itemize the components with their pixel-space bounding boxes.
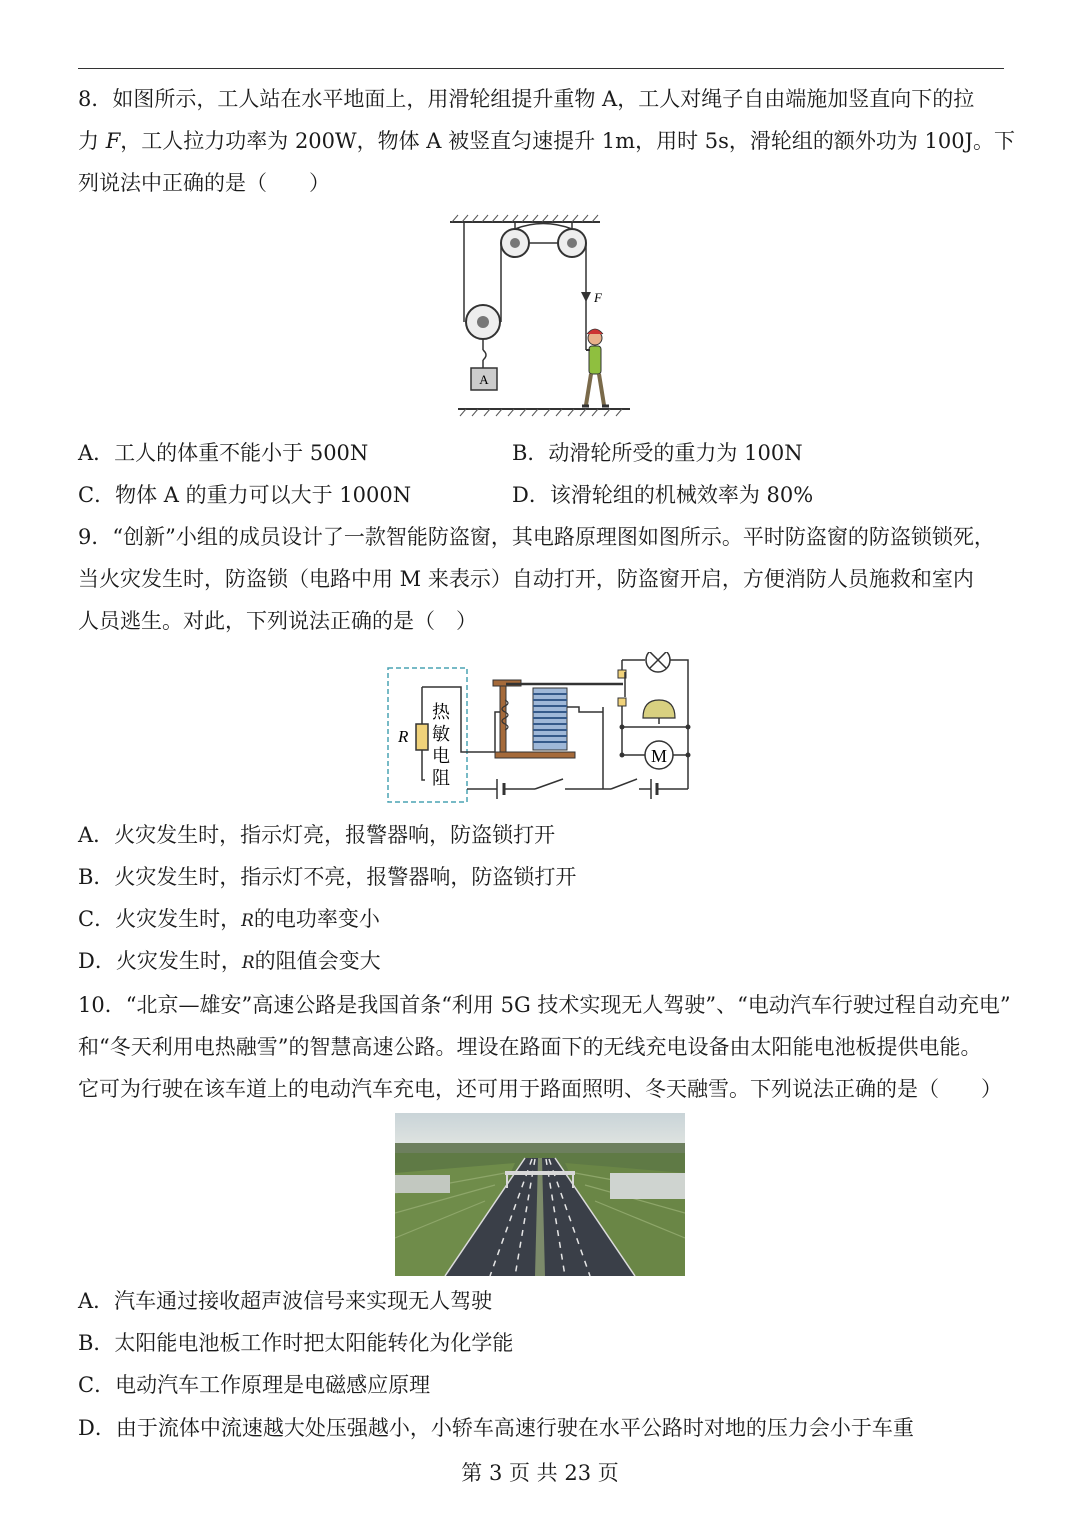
- highway-photo: [395, 1113, 685, 1276]
- resistance-symbol: R: [241, 953, 255, 973]
- q9-line-1: 9．“创新”小组的成员设计了一款智能防盗窗，其电路原理图如图所示。平时防盗窗的防盗锁锁死，: [78, 525, 995, 549]
- q10-option-b: B．太阳能电池板工作时把太阳能转化为化学能: [78, 1331, 514, 1355]
- q8-option-c: C．物体 A 的重力可以大于 1000N: [78, 483, 412, 507]
- alarm-bell: [643, 700, 675, 718]
- q10-option-c: C．电动汽车工作原理是电磁感应原理: [78, 1373, 431, 1397]
- q10-line-3: 它可为行驶在该车道上的电动汽车充电，还可用于路面照明、冬天融雪。下列说法正确的是（ ）: [78, 1077, 1002, 1101]
- resistance-symbol: R: [241, 911, 254, 931]
- q8-option-b: B．动滑轮所受的重力为 100N: [512, 441, 803, 465]
- q8-line-2: 力 F，工人拉力功率为 200W，物体 A 被竖直匀速提升 1m，用时 5s，滑轮组的额外功为 100J。下: [78, 129, 1016, 153]
- q8-line-3: 列说法中正确的是（ ）: [78, 171, 330, 195]
- block-a-label: A: [479, 372, 489, 387]
- q10-line-1: 10．“北京—雄安”高速公路是我国首条“利用 5G 技术实现无人驾驶”、“电动汽车行驶过程自动充电”: [78, 993, 1011, 1017]
- page-footer: 第 3 页 共 23 页: [461, 1461, 619, 1485]
- q10-option-a: A．汽车通过接收超声波信号来实现无人驾驶: [78, 1289, 493, 1313]
- q8-option-d: D．该滑轮组的机械效率为 80%: [512, 483, 814, 507]
- circuit-figure: [385, 652, 695, 807]
- q10-option-d: D．由于流体中流速越大处压强越小，小轿车高速行驶在水平公路时对地的压力会小于车重: [78, 1416, 914, 1440]
- q9-option-b: B．火灾发生时，指示灯不亮，报警器响，防盗锁打开: [78, 865, 577, 889]
- resistor-label: R: [398, 727, 409, 746]
- q8-line-1: 8．如图所示，工人站在水平地面上，用滑轮组提升重物 A，工人对绳子自由端施加竖直向下的拉: [78, 87, 975, 111]
- force-label: F: [594, 290, 602, 305]
- q9-option-c: C．火灾发生时，R的电功率变小: [78, 907, 380, 931]
- thermistor-char-4: 阻: [432, 768, 450, 789]
- motor-label: M: [650, 746, 668, 766]
- resistor-r: [416, 724, 428, 750]
- force-symbol: F: [105, 129, 121, 153]
- thermistor-char-1: 热: [432, 702, 450, 723]
- indicator-lamp: [646, 652, 670, 672]
- q9-option-d: D．火灾发生时，R的阻值会变大: [78, 949, 381, 973]
- top-rule: [78, 68, 1004, 69]
- q9-line-2: 当火灾发生时，防盗锁（电路中用 M 来表示）自动打开，防盗窗开启，方便消防人员施救和室内: [78, 567, 974, 591]
- q9-line-3: 人员逃生。对此，下列说法正确的是（ ）: [78, 609, 477, 633]
- thermistor-char-2: 敏: [432, 724, 450, 745]
- q8-option-a: A．工人的体重不能小于 500N: [78, 441, 369, 465]
- q10-line-2: 和“冬天利用电热融雪”的智慧高速公路。埋设在路面下的无线充电设备由太阳能电池板提供电能。: [78, 1035, 982, 1059]
- q9-option-a: A．火灾发生时，指示灯亮，报警器响，防盗锁打开: [78, 823, 556, 847]
- thermistor-char-3: 电: [432, 746, 450, 767]
- pulley-figure: [440, 210, 640, 425]
